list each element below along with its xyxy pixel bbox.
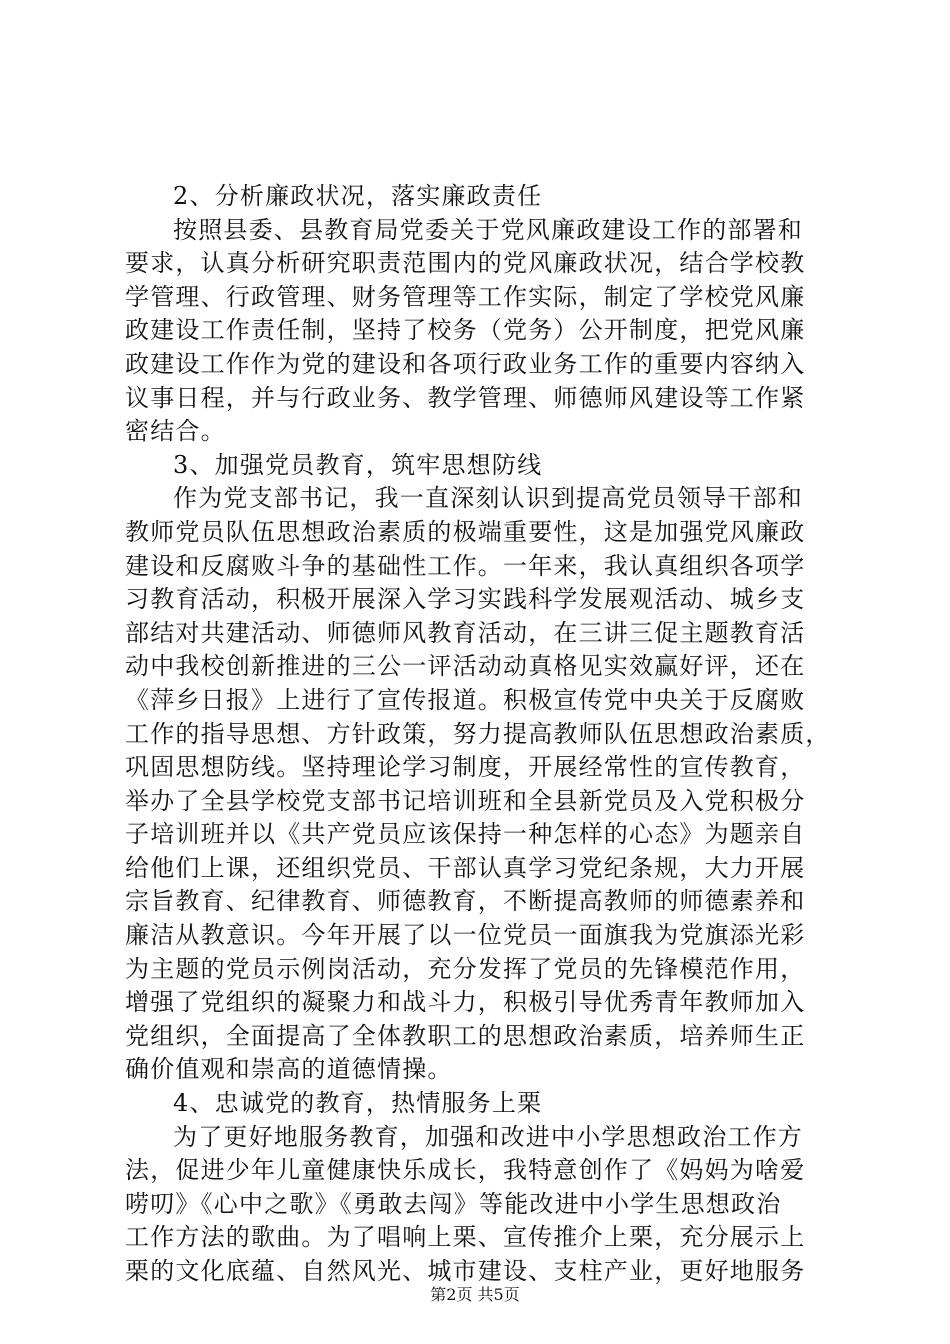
paragraph-line: 学管理、行政管理、财务管理等工作实际，制定了学校党风廉 [125, 282, 806, 311]
paragraph-line: 确价值观和崇高的道德情操。 [125, 1055, 453, 1084]
paragraph-line: 廉洁从教意识。今年开展了以一位党员一面旗我为党旗添光彩 [125, 921, 806, 950]
paragraph-line: 动中我校创新推进的三公一评活动动真格见实效赢好评，还在 [125, 652, 806, 681]
paragraph-line: 宗旨教育、纪律教育、师德教育，不断提高教师的师德素养和 [125, 887, 806, 916]
page-footer: 第2页 共5页 [430, 1285, 520, 1304]
paragraph-line: 建设和反腐败斗争的基础性工作。一年来，我认真组织各项学 [125, 551, 806, 580]
document-body [125, 180, 830, 1289]
paragraph-line: 工作的指导思想、方针政策，努力提高教师队伍思想政治素质， [125, 719, 831, 748]
paragraph-line: 党组织，全面提高了全体教职工的思想政治素质，培养师生正 [125, 1021, 806, 1050]
section-heading: 4、忠诚党的教育，热情服务上栗 [173, 1089, 543, 1118]
section-heading: 2、分析廉政状况，落实廉政责任 [173, 182, 543, 210]
paragraph-line: 《萍乡日报》上进行了宣传报道。积极宣传党中央关于反腐败 [125, 685, 806, 714]
paragraph-line: 唠叨》《心中之歌》《勇敢去闯》等能改进中小学生思想政治 [125, 1189, 782, 1218]
paragraph-line: 政建设工作作为党的建设和各项行政业务工作的重要内容纳入 [125, 349, 806, 378]
paragraph-line: 要求，认真分析研究职责范围内的党风廉政状况，结合学校教 [125, 249, 806, 278]
paragraph-line: 教师党员队伍思想政治素质的极端重要性，这是加强党风廉政 [125, 517, 806, 546]
paragraph-line: 部结对共建活动、师德师风教育活动，在三讲三促主题教育活 [125, 618, 806, 647]
paragraph-line: 政建设工作责任制，坚持了校务（党务）公开制度，把党风廉 [125, 316, 806, 345]
paragraph-line: 为主题的党员示例岗活动，充分发挥了党员的先锋模范作用， [125, 954, 806, 983]
paragraph-line: 栗的文化底蕴、自然风光、城市建设、支柱产业，更好地服务 [125, 1257, 806, 1285]
paragraph-line: 按照县委、县教育局党委关于党风廉政建设工作的部署和 [173, 215, 803, 244]
paragraph-line: 工作方法的歌曲。为了唱响上栗、宣传推介上栗，充分展示上 [125, 1223, 806, 1252]
paragraph-line: 给他们上课，还组织党员、干部认真学习党纪条规，大力开展 [125, 853, 806, 882]
paragraph-line: 增强了党组织的凝聚力和战斗力，积极引导优秀青年教师加入 [125, 988, 806, 1017]
paragraph-line: 法，促进少年儿童健康快乐成长，我特意创作了《妈妈为啥爱 [125, 1156, 806, 1185]
paragraph-line: 议事日程，并与行政业务、教学管理、师德师风建设等工作紧 [125, 383, 806, 412]
paragraph-line: 作为党支部书记，我一直深刻认识到提高党员领导干部和 [173, 484, 803, 513]
paragraph-line: 习教育活动，积极开展深入学习实践科学发展观活动、城乡支 [125, 585, 806, 614]
paragraph-line: 子培训班并以《共产党员应该保持一种怎样的心态》为题亲自 [125, 820, 806, 849]
paragraph-line: 为了更好地服务教育，加强和改进中小学思想政治工作方 [173, 1122, 803, 1151]
paragraph-line: 密结合。 [125, 417, 226, 446]
section-heading: 3、加强党员教育，筑牢思想防线 [173, 450, 543, 479]
paragraph-line: 巩固思想防线。坚持理论学习制度，开展经常性的宣传教育， [125, 753, 806, 782]
paragraph-line: 举办了全县学校党支部书记培训班和全县新党员及入党积极分 [125, 786, 806, 815]
